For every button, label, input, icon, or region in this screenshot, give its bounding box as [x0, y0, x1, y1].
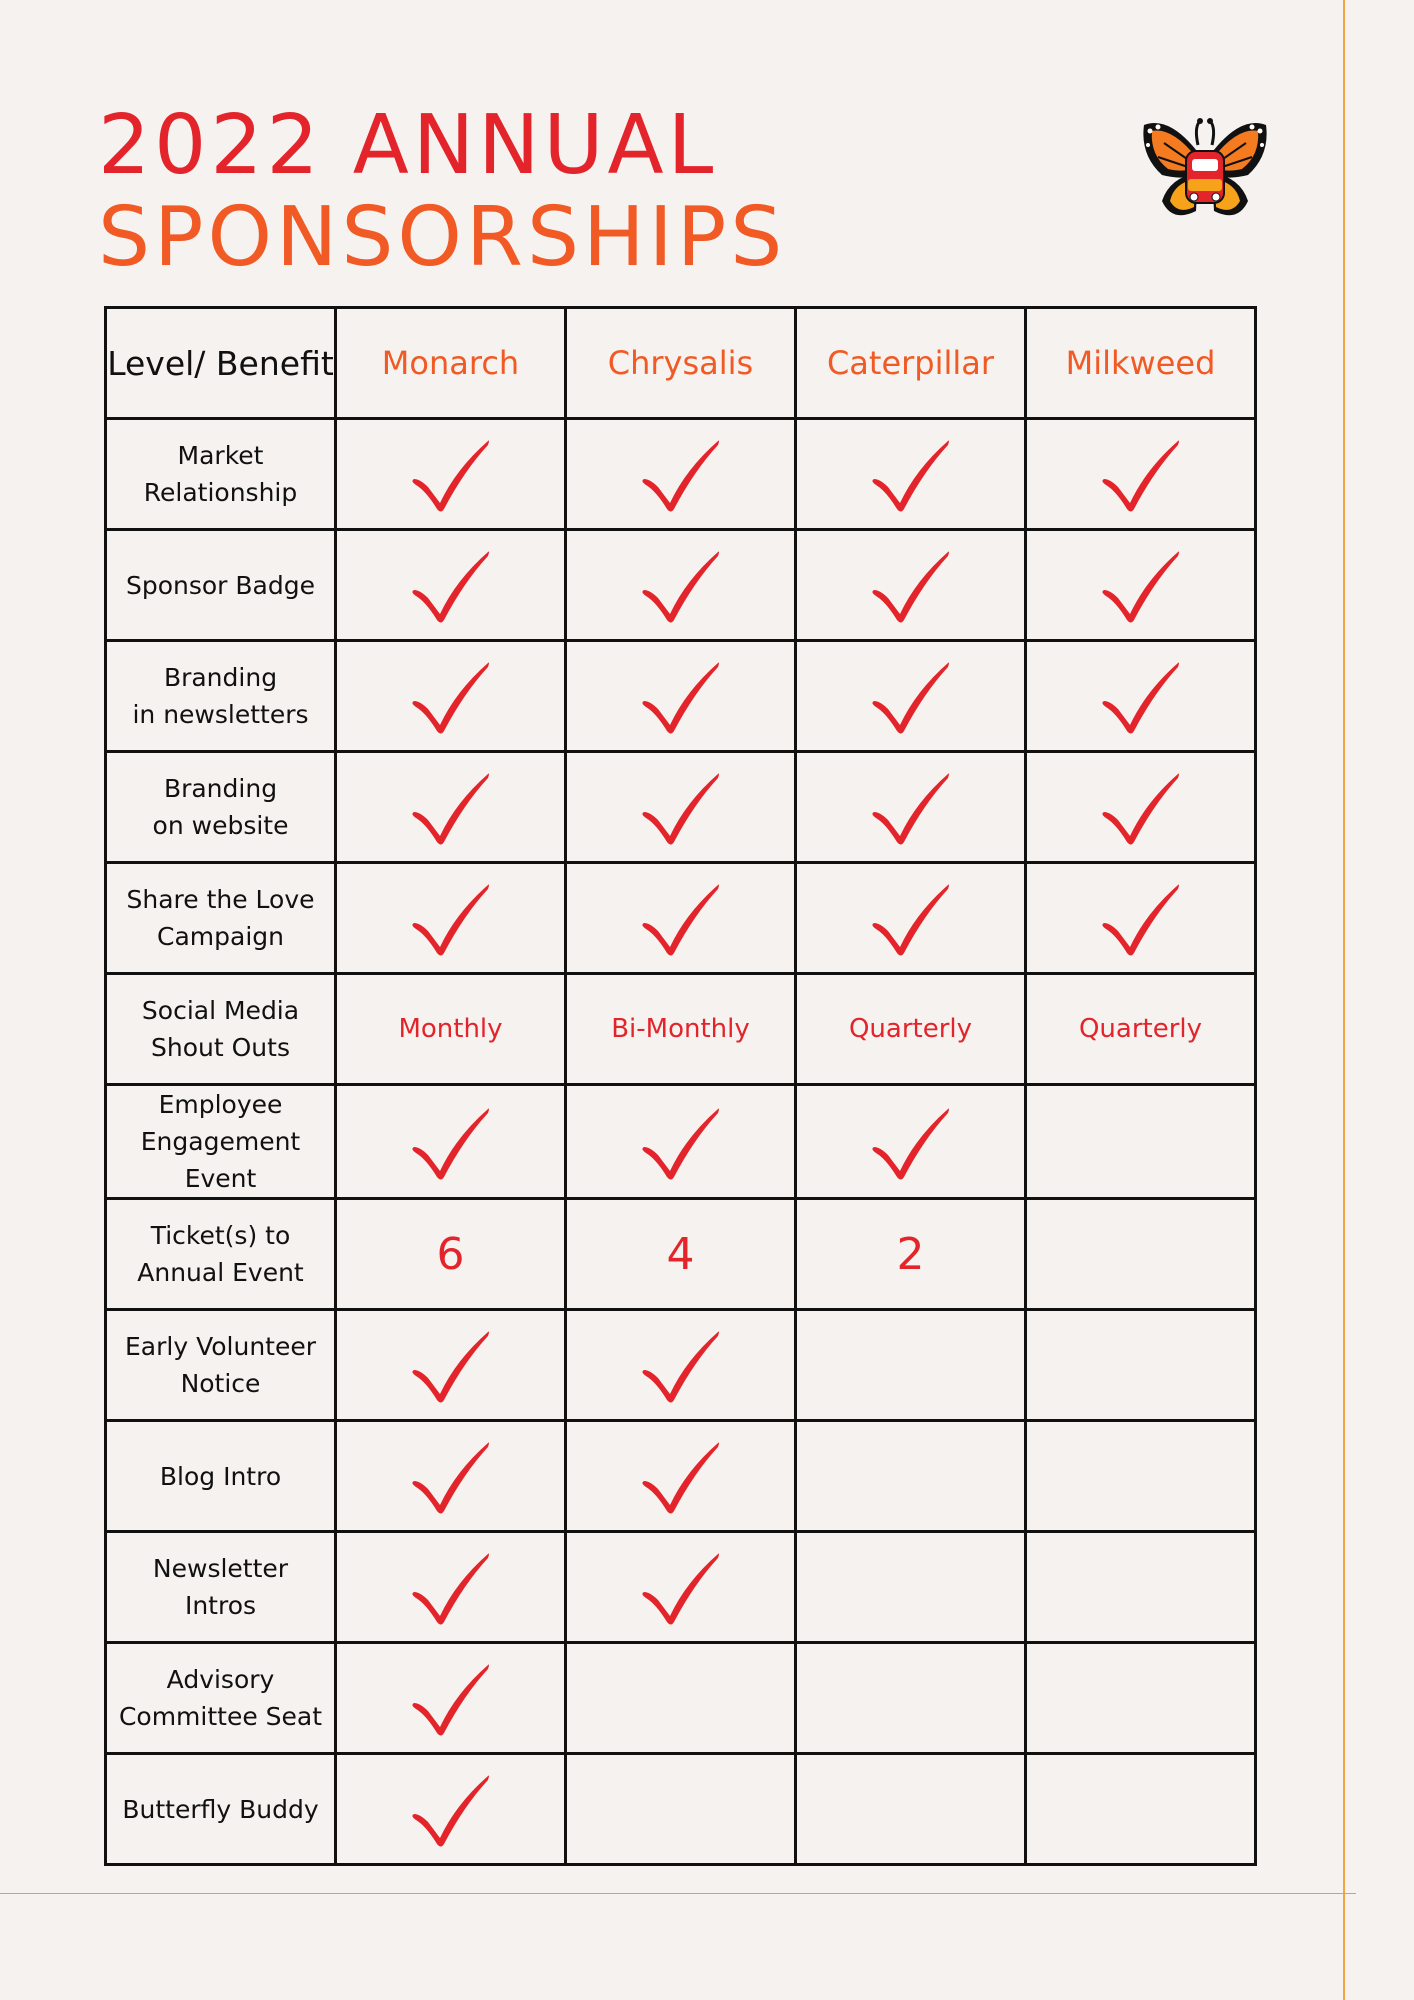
frequency-label: Quarterly: [1078, 1014, 1203, 1044]
checkmark-icon: [638, 1437, 724, 1515]
benefit-label: Early Volunteer Notice: [124, 1332, 316, 1398]
benefit-label: Butterfly Buddy: [122, 1794, 319, 1824]
benefit-value-cell: [796, 1199, 1026, 1310]
table-row: [106, 863, 1256, 974]
benefit-value-cell: [1026, 530, 1256, 641]
checkmark-icon: [1098, 879, 1184, 957]
ticket-count: 4: [666, 1228, 695, 1280]
frequency-label: Bi-Monthly: [611, 1014, 750, 1044]
benefit-value-cell: [796, 1310, 1026, 1421]
benefit-label: Market Relationship: [143, 441, 298, 507]
table-row: [106, 419, 1256, 530]
ticket-count: 2: [896, 1228, 925, 1280]
table-row: [106, 1199, 1256, 1310]
benefit-value-cell: [796, 1085, 1026, 1199]
checkmark-icon: [408, 879, 494, 957]
benefit-label: Share the Love Campaign: [126, 885, 315, 951]
checkmark-icon: [868, 435, 954, 513]
benefit-cell: [106, 1532, 336, 1643]
checkmark-icon: [408, 435, 494, 513]
page-edge-line-horizontal: [0, 1893, 1356, 1894]
benefit-cell: [106, 1421, 336, 1532]
benefit-cell: [106, 863, 336, 974]
checkmark-icon: [868, 657, 954, 735]
benefit-cell: [106, 1754, 336, 1865]
benefit-value-cell: [336, 1643, 566, 1754]
benefit-value-cell: [796, 1421, 1026, 1532]
ticket-count: 6: [436, 1228, 465, 1280]
benefit-value-cell: [1026, 641, 1256, 752]
table-header-row: [106, 308, 1256, 419]
table-row: [106, 1532, 1256, 1643]
checkmark-icon: [1098, 768, 1184, 846]
benefit-value-cell: [796, 1643, 1026, 1754]
table-row: [106, 752, 1256, 863]
benefit-cell: [106, 974, 336, 1085]
benefit-value-cell: [796, 641, 1026, 752]
benefit-label: Blog Intro: [159, 1461, 282, 1491]
checkmark-icon: [1098, 657, 1184, 735]
benefit-value-cell: [336, 1310, 566, 1421]
benefit-value-cell: [566, 1643, 796, 1754]
benefit-label: Advisory Committee Seat: [118, 1665, 323, 1731]
page-edge-line-vertical: [1343, 0, 1345, 2000]
checkmark-icon: [408, 1770, 494, 1848]
checkmark-icon: [638, 1548, 724, 1626]
benefit-value-cell: [796, 1754, 1026, 1865]
benefit-cell: [106, 1199, 336, 1310]
page-title: [98, 100, 786, 284]
benefit-value-cell: [796, 530, 1026, 641]
benefit-value-cell: [1026, 419, 1256, 530]
header-cell-level: [566, 308, 796, 419]
benefit-label: Ticket(s) to Annual Event: [137, 1221, 304, 1287]
checkmark-icon: [1098, 546, 1184, 624]
benefit-cell: [106, 1085, 336, 1199]
checkmark-icon: [408, 546, 494, 624]
checkmark-icon: [638, 1103, 724, 1181]
checkmark-icon: [638, 657, 724, 735]
benefit-value-cell: [336, 1532, 566, 1643]
checkmark-icon: [638, 768, 724, 846]
table-row: [106, 1643, 1256, 1754]
checkmark-icon: [868, 768, 954, 846]
checkmark-icon: [1098, 435, 1184, 513]
checkmark-icon: [868, 879, 954, 957]
benefit-value-cell: [1026, 752, 1256, 863]
checkmark-icon: [408, 1103, 494, 1181]
checkmark-icon: [408, 1659, 494, 1737]
benefit-label: Newsletter Intros: [152, 1554, 289, 1620]
benefit-value-cell: [336, 974, 566, 1085]
sponsorship-table: [104, 306, 1257, 1866]
benefit-value-cell: [336, 1754, 566, 1865]
benefit-value-cell: [336, 419, 566, 530]
checkmark-icon: [408, 657, 494, 735]
benefit-value-cell: [796, 752, 1026, 863]
checkmark-icon: [408, 1326, 494, 1404]
benefit-value-cell: [1026, 1532, 1256, 1643]
title-line-2: SPONSORSHIPS: [98, 190, 787, 285]
benefit-value-cell: [336, 530, 566, 641]
benefit-value-cell: [1026, 1085, 1256, 1199]
checkmark-icon: [408, 1437, 494, 1515]
benefit-value-cell: [1026, 863, 1256, 974]
benefit-value-cell: [336, 1421, 566, 1532]
header-label-level-benefit: Level/ Benefit: [107, 343, 334, 383]
monarch-butterfly-logo-icon: [1140, 115, 1270, 230]
benefit-value-cell: [796, 1532, 1026, 1643]
benefit-value-cell: [566, 1754, 796, 1865]
benefit-value-cell: [566, 1085, 796, 1199]
benefit-value-cell: [336, 1199, 566, 1310]
benefit-value-cell: [566, 863, 796, 974]
header-label-level: Monarch: [381, 344, 520, 382]
benefit-cell: [106, 1643, 336, 1754]
benefit-value-cell: [566, 974, 796, 1085]
frequency-label: Quarterly: [848, 1014, 973, 1044]
benefit-cell: [106, 419, 336, 530]
benefit-value-cell: [1026, 1643, 1256, 1754]
table-row: [106, 530, 1256, 641]
checkmark-icon: [638, 1326, 724, 1404]
table-row: [106, 974, 1256, 1085]
header-label-level: Caterpillar: [826, 344, 995, 382]
benefit-value-cell: [336, 1085, 566, 1199]
benefit-label: Employee Engagement Event: [140, 1090, 301, 1193]
benefit-label: Branding on website: [152, 774, 289, 840]
header-cell-level: [336, 308, 566, 419]
benefit-value-cell: [1026, 1421, 1256, 1532]
benefit-value-cell: [1026, 1754, 1256, 1865]
table-row: [106, 1085, 1256, 1199]
benefit-value-cell: [336, 752, 566, 863]
checkmark-icon: [638, 546, 724, 624]
benefit-value-cell: [566, 1199, 796, 1310]
benefit-value-cell: [1026, 974, 1256, 1085]
table-row: [106, 1754, 1256, 1865]
benefit-value-cell: [336, 863, 566, 974]
benefit-cell: [106, 530, 336, 641]
title-line-1: 2022 ANNUAL: [98, 98, 718, 193]
header-label-level: Milkweed: [1065, 344, 1216, 382]
checkmark-icon: [408, 1548, 494, 1626]
benefit-value-cell: [1026, 1310, 1256, 1421]
benefit-value-cell: [566, 419, 796, 530]
header-cell-level-benefit: [106, 308, 336, 419]
benefit-value-cell: [566, 641, 796, 752]
table-row: [106, 1310, 1256, 1421]
benefit-value-cell: [566, 1532, 796, 1643]
frequency-label: Monthly: [398, 1014, 503, 1044]
header-label-level: Chrysalis: [607, 344, 754, 382]
table-row: [106, 641, 1256, 752]
benefit-label: Branding in newsletters: [132, 663, 309, 729]
benefit-label: Social Media Shout Outs: [141, 996, 300, 1062]
checkmark-icon: [638, 435, 724, 513]
benefit-value-cell: [566, 530, 796, 641]
checkmark-icon: [638, 879, 724, 957]
checkmark-icon: [868, 546, 954, 624]
table-row: [106, 1421, 1256, 1532]
benefit-value-cell: [566, 1421, 796, 1532]
benefit-value-cell: [1026, 1199, 1256, 1310]
benefit-cell: [106, 752, 336, 863]
benefit-value-cell: [796, 974, 1026, 1085]
checkmark-icon: [408, 768, 494, 846]
benefit-value-cell: [336, 641, 566, 752]
header-cell-level: [1026, 308, 1256, 419]
benefit-value-cell: [566, 752, 796, 863]
checkmark-icon: [868, 1103, 954, 1181]
benefit-label: Sponsor Badge: [125, 570, 315, 600]
benefit-cell: [106, 1310, 336, 1421]
benefit-value-cell: [796, 863, 1026, 974]
benefit-value-cell: [566, 1310, 796, 1421]
header-cell-level: [796, 308, 1026, 419]
benefit-value-cell: [796, 419, 1026, 530]
benefit-cell: [106, 641, 336, 752]
